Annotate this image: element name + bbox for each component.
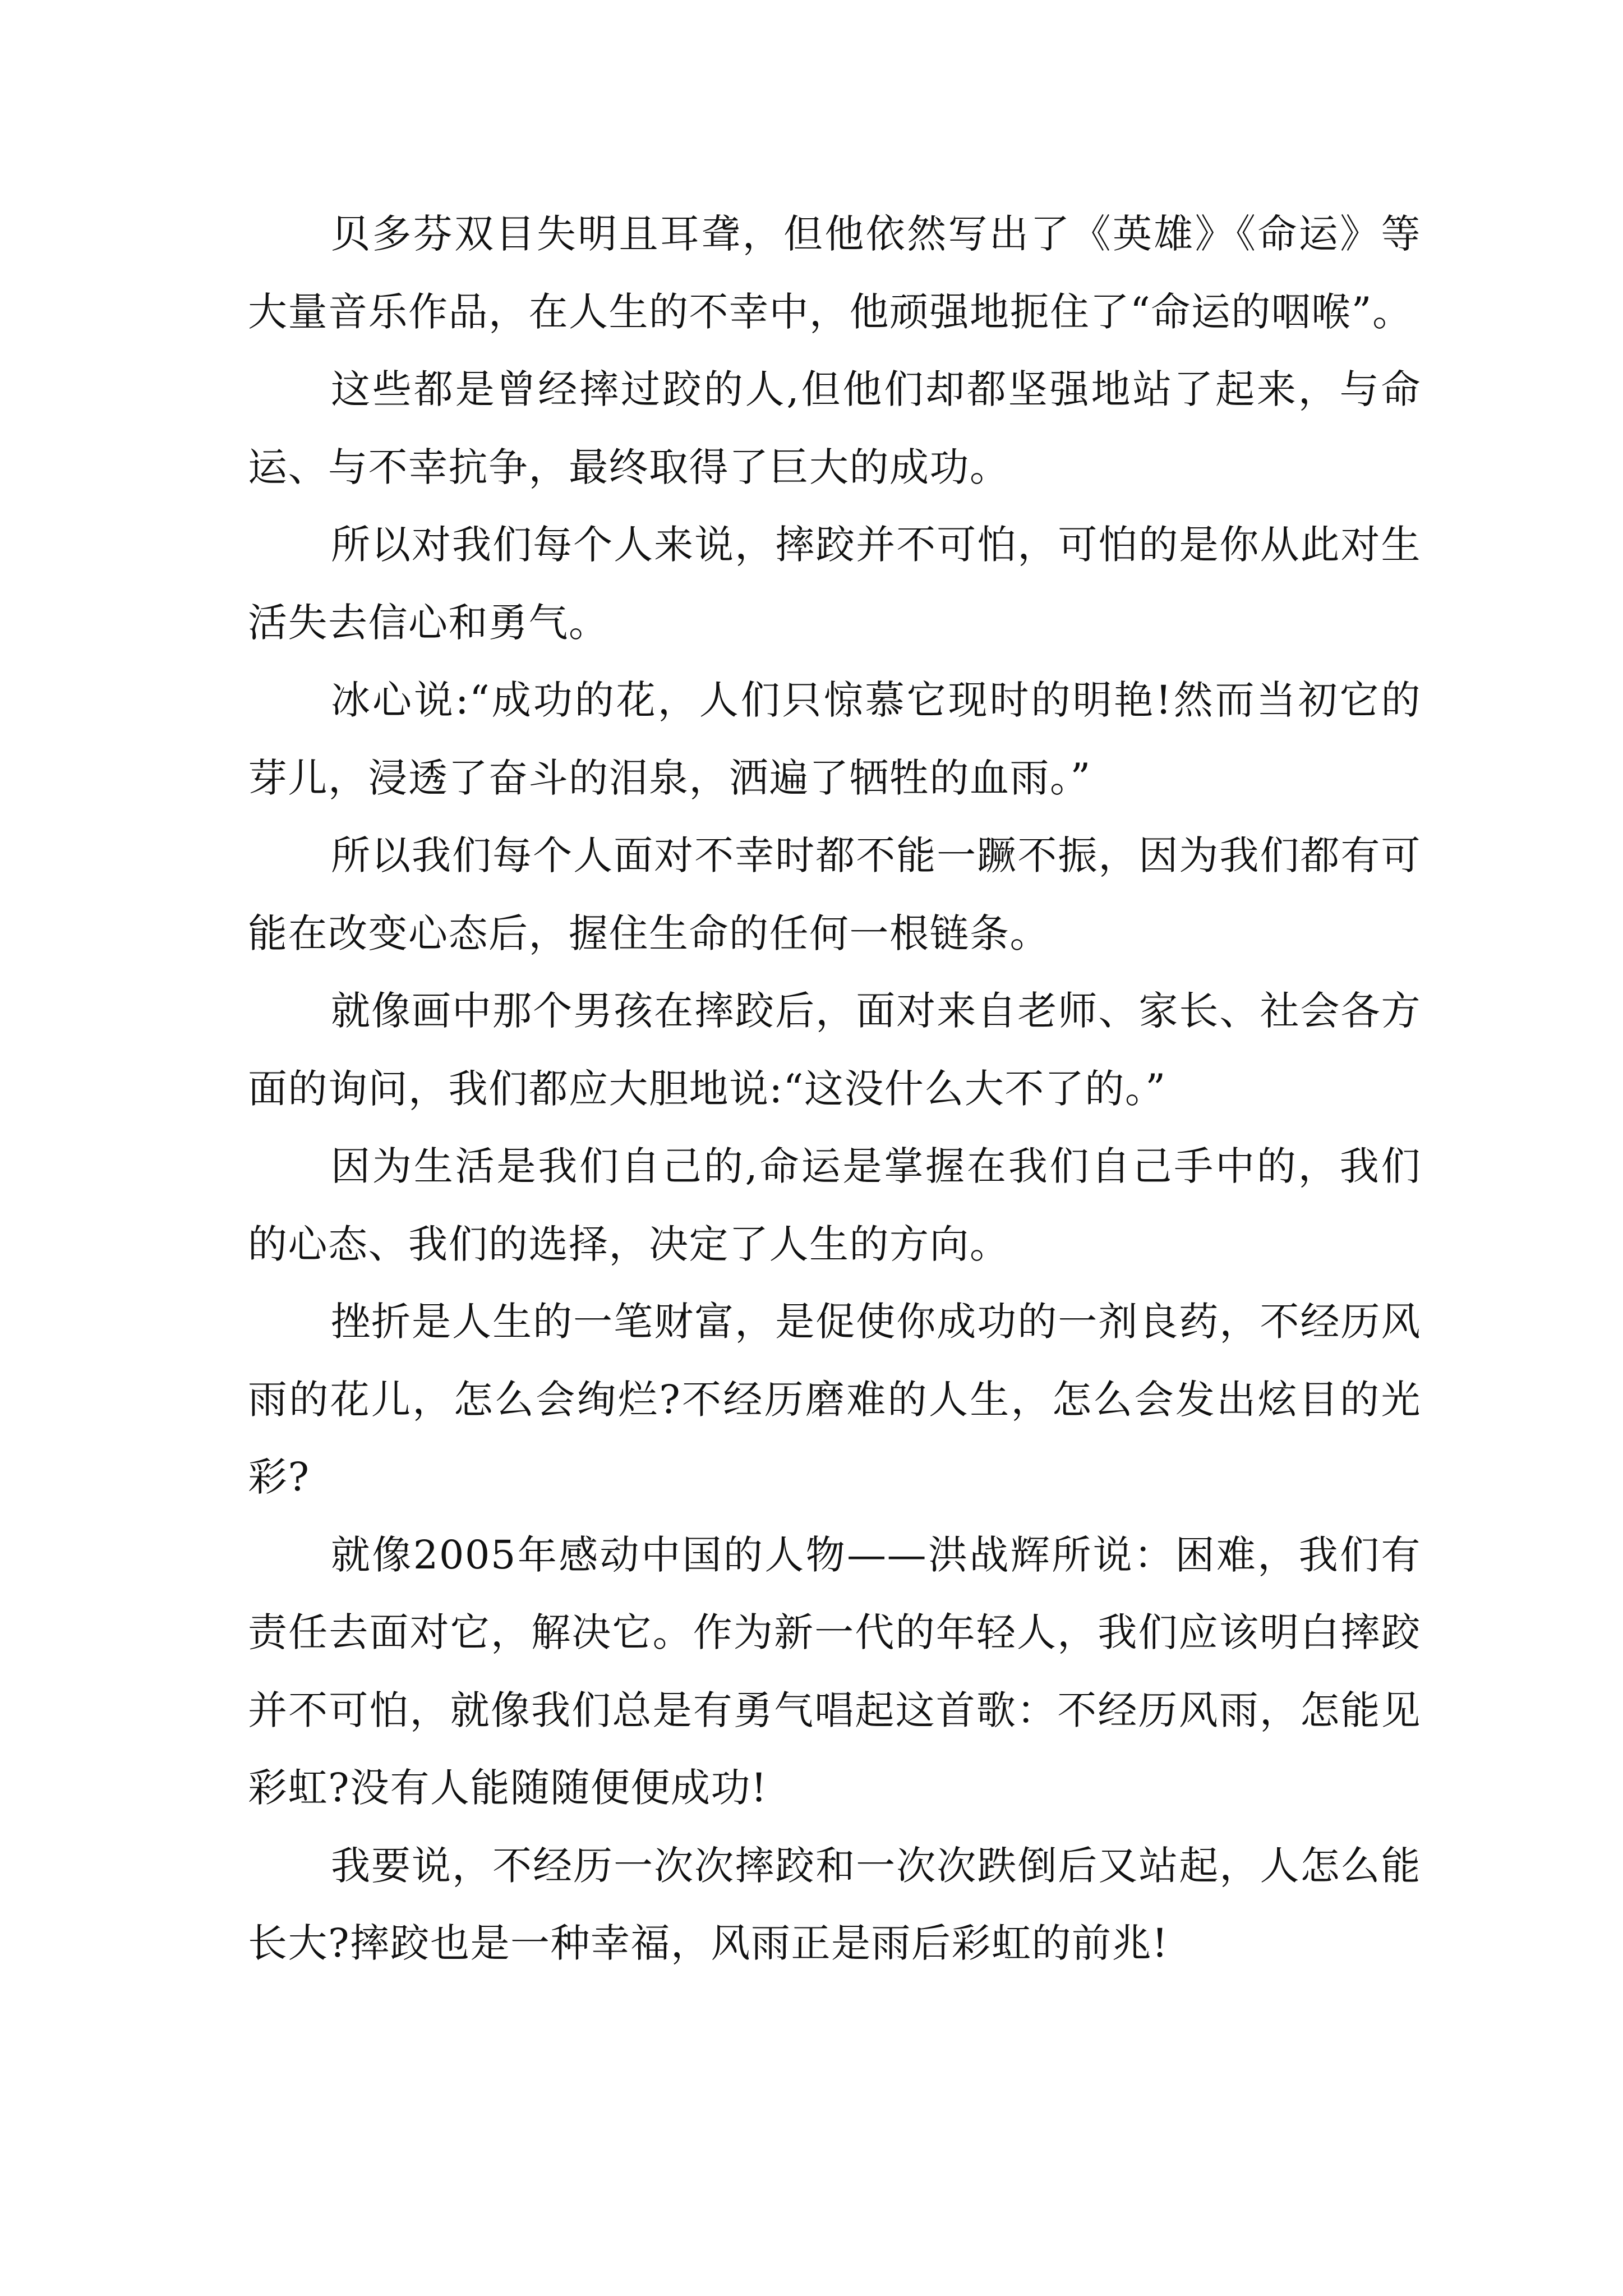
paragraph: 我要说，不经历一次次摔跤和一次次跌倒后又站起，人怎么能长大?摔跤也是一种幸福，风雨正是雨后彩虹的前兆! — [248, 1842, 1421, 1966]
paragraph: 这些都是曾经摔过跤的人,但他们却都坚强地站了起来，与命运、与不幸抗争，最终取得了巨大的成功。 — [248, 366, 1421, 490]
paragraph: 就像画中那个男孩在摔跤后，面对来自老师、家长、社会各方面的询问，我们都应大胆地说:“这没什么大不了的。” — [248, 988, 1421, 1112]
paragraph: 所以对我们每个人来说，摔跤并不可怕，可怕的是你从此对生活失去信心和勇气。 — [248, 522, 1421, 646]
document-body — [248, 195, 1421, 1982]
paragraph: 冰心说:“成功的花，人们只惊慕它现时的明艳!然而当初它的芽儿，浸透了奋斗的泪泉，洒遍了牺牲的血雨。” — [248, 677, 1421, 801]
paragraph: 就像2005年感动中国的人物——洪战辉所说：困难，我们有责任去面对它，解决它。作为新一代的年轻人，我们应该明白摔跤并不可怕，就像我们总是有勇气唱起这首歌：不经历风雨，怎能见彩虹?没有人能随随便便成功! — [248, 1531, 1421, 1811]
paragraph: 因为生活是我们自己的,命运是掌握在我们自己手中的，我们的心态、我们的选择，决定了人生的方向。 — [248, 1143, 1421, 1267]
paragraph: 所以我们每个人面对不幸时都不能一蹶不振，因为我们都有可能在改变心态后，握住生命的任何一根链条。 — [248, 832, 1421, 956]
paragraph: 贝多芬双目失明且耳聋，但他依然写出了《英雄》《命运》等大量音乐作品，在人生的不幸中，他顽强地扼住了“命运的咽喉”。 — [248, 211, 1421, 335]
paragraph: 挫折是人生的一笔财富，是促使你成功的一剂良药，不经历风雨的花儿，怎么会绚烂?不经历磨难的人生，怎么会发出炫目的光彩? — [248, 1299, 1421, 1500]
